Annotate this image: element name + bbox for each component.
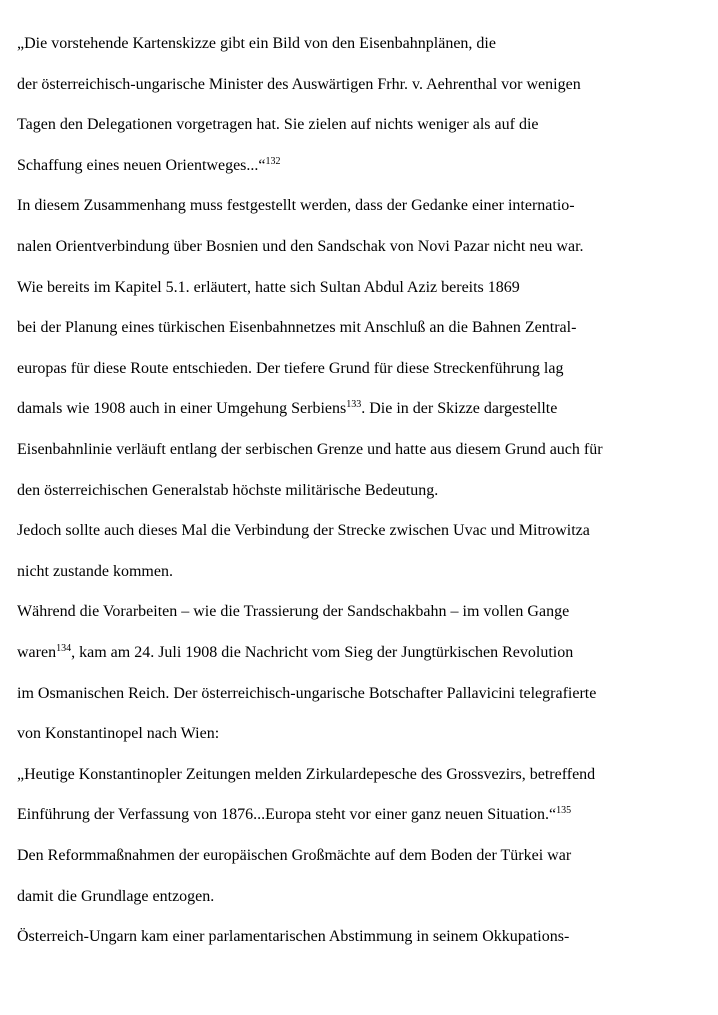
text-line	[17, 684, 596, 704]
text-segment: Während die Vorarbeiten – wie die Trassierung der Sandschakbahn – im vollen Gange	[17, 603, 570, 620]
text-line	[17, 156, 281, 176]
text-segment: nicht zustande kommen.	[17, 563, 173, 580]
text-segment: bei der Planung eines türkischen Eisenbahnnetzes mit Anschluß an die Bahnen Zentral-	[17, 319, 577, 336]
text-line	[17, 196, 575, 216]
text-segment: Den Reformmaßnahmen der europäischen Großmächte auf dem Boden der Türkei war	[17, 847, 572, 864]
footnote-marker: 133	[346, 399, 362, 410]
text-line	[17, 278, 520, 298]
text-line	[17, 805, 571, 825]
text-segment: . Die in der Skizze dargestellte	[361, 400, 558, 417]
text-line	[17, 440, 603, 460]
text-segment: In diesem Zusammenhang muss festgestellt werden, dass der Gedanke einer internatio-	[17, 197, 575, 214]
text-line	[17, 927, 569, 947]
text-line	[17, 765, 595, 785]
text-line	[17, 34, 496, 54]
text-segment: den österreichischen Generalstab höchste militärische Bedeutung.	[17, 482, 439, 499]
text-segment: Jedoch sollte auch dieses Mal die Verbindung der Strecke zwischen Uvac und Mitrowitza	[17, 522, 590, 539]
text-segment: Eisenbahnlinie verläuft entlang der serbischen Grenze und hatte aus diesem Grund auch für	[17, 441, 603, 458]
text-line	[17, 521, 590, 541]
text-segment: Österreich-Ungarn kam einer parlamentarischen Abstimmung in seinem Okkupations-	[17, 928, 570, 945]
text-segment: damit die Grundlage entzogen.	[17, 888, 215, 905]
text-line	[17, 887, 214, 907]
text-line	[17, 846, 571, 866]
footnote-marker: 134	[56, 643, 72, 654]
text-line	[17, 318, 576, 338]
text-segment: „Die vorstehende Kartenskizze gibt ein Bild von den Eisenbahnplänen, die	[17, 35, 496, 52]
text-line	[17, 115, 539, 135]
text-line	[17, 399, 557, 419]
text-segment: von Konstantinopel nach Wien:	[17, 725, 220, 742]
text-line	[17, 359, 563, 379]
text-segment: Wie bereits im Kapitel 5.1. erläutert, hatte sich Sultan Abdul Aziz bereits 1869	[17, 279, 520, 296]
text-segment: europas für diese Route entschieden. Der tiefere Grund für diese Streckenführung lag	[17, 360, 564, 377]
text-segment: Tagen den Delegationen vorgetragen hat. Sie zielen auf nichts weniger als auf die	[17, 116, 539, 133]
text-segment: „Heutige Konstantinopler Zeitungen melden Zirkulardepesche des Grossvezirs, betreffend	[17, 766, 596, 783]
text-line	[17, 481, 438, 501]
footnote-marker: 135	[556, 805, 572, 816]
footnote-marker: 132	[265, 156, 281, 167]
text-line	[17, 237, 584, 257]
text-line	[17, 643, 573, 663]
text-segment: im Osmanischen Reich. Der österreichisch-ungarische Botschafter Pallavicini telegrafierte	[17, 685, 597, 702]
text-segment: damals wie 1908 auch in einer Umgehung Serbiens	[17, 400, 347, 417]
text-segment: Einführung der Verfassung von 1876...Europa steht vor einer ganz neuen Situation.“	[17, 806, 557, 823]
text-line	[17, 75, 581, 95]
text-segment: , kam am 24. Juli 1908 die Nachricht vom Sieg der Jungtürkischen Revolution	[71, 644, 574, 661]
text-segment: der österreichisch-ungarische Minister des Auswärtigen Frhr. v. Aehrenthal vor wenigen	[17, 76, 581, 93]
text-line	[17, 602, 569, 622]
text-line	[17, 562, 173, 582]
text-segment: nalen Orientverbindung über Bosnien und den Sandschak von Novi Pazar nicht neu war.	[17, 238, 584, 255]
text-line	[17, 724, 219, 744]
text-segment: waren	[17, 644, 57, 661]
text-segment: Schaffung eines neuen Orientweges...“	[17, 157, 266, 174]
